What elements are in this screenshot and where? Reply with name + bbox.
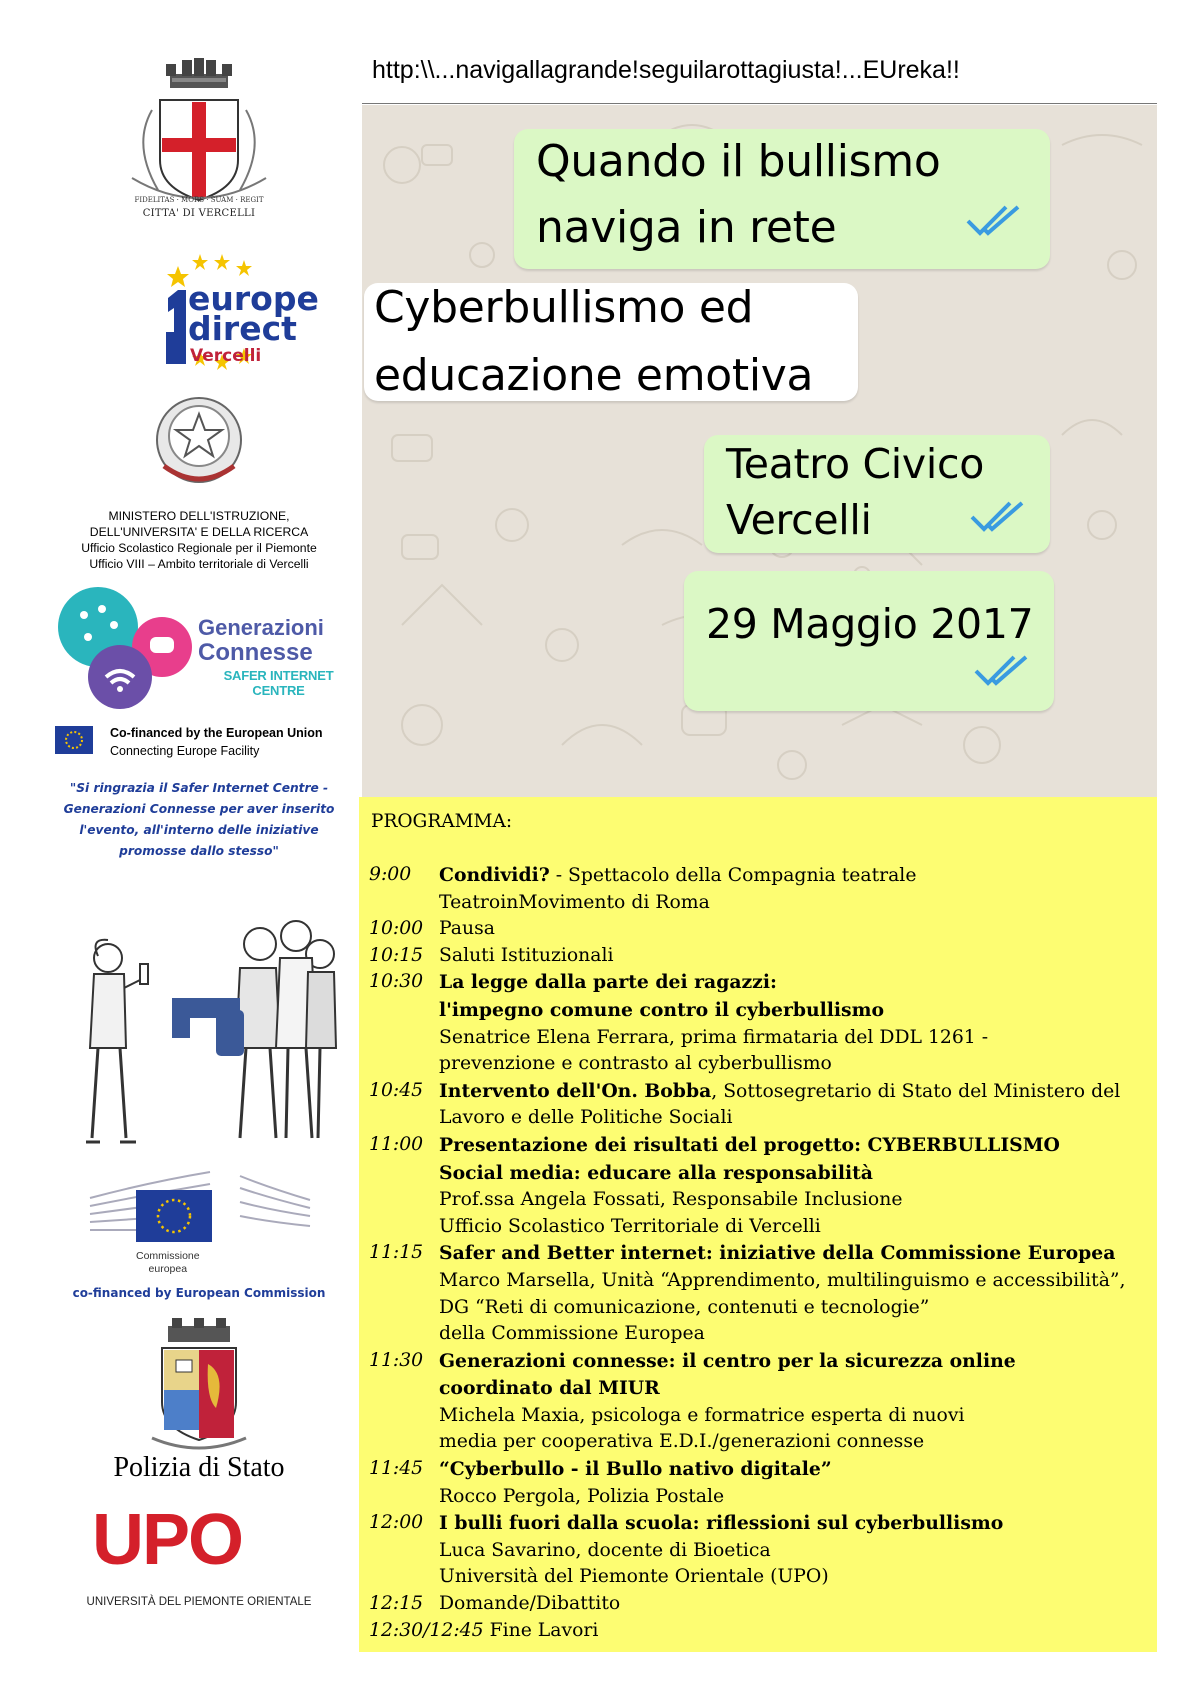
programma-line — [439, 1375, 1149, 1403]
thanks-line: promosse dallo stesso" — [119, 844, 279, 858]
programma-line — [439, 1051, 1149, 1078]
programma-line — [439, 1025, 1149, 1052]
programma-text: della Commissione Europea — [439, 1323, 705, 1345]
eu-flag-icon — [55, 726, 93, 754]
programma-line — [439, 1564, 1149, 1591]
programma-item — [369, 943, 1149, 970]
programma-description — [439, 1510, 1149, 1591]
europe-direct-line2: direct — [188, 309, 297, 348]
upo-logo-text: UPO — [92, 1500, 243, 1580]
commission-cofinanced: co-financed by European Commission — [72, 1286, 326, 1300]
repubblica-emblem-icon — [40, 388, 358, 496]
programma-line — [439, 1214, 1149, 1241]
polizia-coat-of-arms-icon — [40, 1318, 358, 1453]
eu-cofinanced-block — [40, 718, 358, 763]
commissione-line2: europea — [148, 1263, 188, 1275]
programma-text: DG “Reti di comunicazione, contenuti e tecnologie” — [439, 1296, 930, 1318]
chat-bubble-subtitle — [364, 283, 858, 401]
programma-description — [439, 1456, 1149, 1510]
programma-bold-text: La legge dalla parte dei ragazzi: — [439, 971, 777, 994]
generazioni-line1: Generazioni — [198, 615, 324, 640]
generazioni-circles-icon — [54, 585, 204, 710]
programma-line — [439, 1295, 1149, 1322]
programma-line — [439, 890, 1149, 917]
programma-description — [439, 1348, 1149, 1456]
programma-line — [439, 1268, 1149, 1295]
event-date: 29 Maggio 2017 — [706, 600, 1034, 648]
programma-item — [369, 1240, 1149, 1347]
programma-item — [369, 1456, 1149, 1510]
programma-time: 10:30 — [369, 971, 424, 993]
programma-time: 9:00 — [369, 864, 412, 885]
programma-line — [439, 969, 1149, 997]
programma-bold-text: Intervento dell'On. Bobba — [439, 1079, 712, 1102]
programma-text: Ufficio Scolastico Territoriale di Vercelli — [439, 1215, 821, 1237]
programma-bold-text: Social media: educare alla responsabilità — [439, 1161, 873, 1184]
vercelli-motto: FIDELITAS · MORS · SUAM · REGIT — [134, 196, 264, 204]
programma-text: prevenzione e contrasto al cyberbullismo — [439, 1053, 832, 1075]
polizia-text: Polizia di Stato — [113, 1452, 285, 1483]
chat-bubble-date — [684, 571, 1054, 711]
programma-line — [439, 916, 1149, 943]
vercelli-caption: CITTA' DI VERCELLI — [142, 208, 256, 219]
programma-bold-text: Presentazione dei risultati del progetto: CYBERBULLISMO — [439, 1133, 1060, 1156]
programma-line — [439, 1538, 1149, 1565]
programma-time: 12:30/12:45 — [369, 1619, 484, 1641]
eu-cofinanced-text — [110, 724, 323, 760]
eu-cofinanced-line1: Co-financed by the European Union — [110, 726, 323, 740]
programma-panel — [359, 797, 1157, 1652]
programma-text: Prof.ssa Angela Fossati, Responsabile Inclusione — [439, 1189, 903, 1211]
programma-item — [369, 1132, 1149, 1240]
programma-line — [439, 1321, 1149, 1348]
subtitle-line2: educazione emotiva — [374, 350, 814, 401]
programma-text: Saluti Istituzionali — [439, 944, 614, 966]
programma-description — [439, 1591, 1149, 1618]
commissione-line1: Commissione — [136, 1250, 200, 1262]
europe-direct-logo — [40, 236, 358, 376]
programma-time: 10:45 — [369, 1079, 424, 1101]
programma-description — [439, 916, 1149, 943]
ministero-line: DELL'UNIVERSITA' E DELLA RICERCA — [89, 525, 309, 539]
cyberbullying-illustration — [40, 898, 358, 1160]
ministero-line: MINISTERO DELL'ISTRUZIONE, — [108, 509, 290, 523]
programma-text: Università del Piemonte Orientale (UPO) — [439, 1566, 829, 1588]
europe-direct-line1: europe — [188, 279, 319, 318]
event-url: http:\\...navigallagrande!seguilarottagiusta!...EUreka!! — [372, 56, 960, 84]
commissione-caption — [136, 1250, 200, 1276]
europe-direct-city: Vercelli — [190, 346, 262, 366]
upo-caption: UNIVERSITÀ DEL PIEMONTE ORIENTALE — [86, 1596, 312, 1608]
thanks-line: l'evento, all'interno delle iniziative — [79, 823, 319, 837]
programma-bold-text: Condividi? — [439, 864, 550, 886]
programma-text: Michela Maxia, psicologa e formatrice esperta di nuovi — [439, 1404, 965, 1426]
generazioni-line2: Connesse — [198, 639, 313, 666]
ministero-text — [40, 508, 358, 572]
programma-text: Senatrice Elena Ferrara, prima firmataria del DDL 1261 - — [439, 1026, 989, 1048]
programma-text: , Sottosegretario di Stato del Ministero del — [711, 1080, 1121, 1102]
programma-heading: PROGRAMMA: — [371, 811, 513, 832]
programma-time: 10:15 — [369, 944, 424, 966]
programma-line — [439, 1187, 1149, 1214]
programma-list — [369, 862, 1149, 1644]
programma-time: 12:00 — [369, 1512, 424, 1534]
venue-line2: Vercelli — [726, 496, 872, 544]
double-check-icon — [970, 499, 1026, 533]
programma-time: 12:15 — [369, 1593, 424, 1615]
programma-bold-text: Safer and Better internet: iniziative della Commissione Europea — [439, 1242, 1116, 1265]
programma-bold-text: “Cyberbullo - il Bullo nativo digitale” — [439, 1458, 832, 1481]
upo-logo — [40, 1502, 358, 1612]
programma-line — [439, 862, 1149, 890]
programma-item — [369, 1348, 1149, 1456]
programma-description — [439, 969, 1149, 1077]
vercelli-coat-of-arms-icon — [40, 50, 358, 210]
programma-time: 11:30 — [369, 1349, 424, 1371]
programma-line — [439, 1403, 1149, 1430]
url-divider — [362, 103, 1157, 104]
commissione-europea-logo — [40, 1168, 358, 1278]
chat-bubble-venue — [704, 435, 1050, 553]
programma-text: Rocco Pergola, Polizia Postale — [439, 1485, 725, 1507]
generazioni-line3: SAFER INTERNET CENTRE — [223, 668, 334, 698]
programma-text: media per cooperativa E.D.I./generazioni connesse — [439, 1431, 925, 1453]
programma-text: Lavoro e delle Politiche Sociali — [439, 1107, 733, 1129]
commissione-building-icon — [40, 1168, 358, 1252]
chat-background — [362, 105, 1157, 797]
title-line1: Quando il bullismo — [536, 136, 941, 187]
ministero-line: Ufficio VIII – Ambito territoriale di Vercelli — [89, 557, 309, 571]
programma-line — [439, 1078, 1149, 1106]
programma-text: TeatroinMovimento di Roma — [439, 891, 710, 913]
programma-bold-text: I bulli fuori dalla scuola: riflessioni sul cyberbullismo — [439, 1512, 1004, 1535]
programma-line — [439, 1510, 1149, 1538]
programma-text: - Spettacolo della Compagnia teatrale — [549, 865, 917, 886]
programma-description — [490, 1618, 1149, 1645]
programma-text: Domande/Dibattito — [439, 1593, 621, 1615]
programma-item — [369, 969, 1149, 1077]
ministero-block — [40, 388, 358, 578]
thanks-line: Generazioni Connesse per aver inserito — [63, 802, 335, 816]
programma-bold-text: coordinato dal MIUR — [439, 1377, 660, 1400]
programma-text: Fine Lavori — [489, 1619, 599, 1641]
double-check-icon — [966, 203, 1022, 237]
programma-line — [490, 1618, 1149, 1645]
programma-line — [439, 1132, 1149, 1160]
programma-item — [369, 862, 1149, 916]
programma-line — [439, 1160, 1149, 1188]
programma-line — [439, 1484, 1149, 1511]
programma-description — [439, 1078, 1149, 1132]
programma-item — [369, 1078, 1149, 1132]
vercelli-logo — [40, 50, 358, 225]
title-line2: naviga in rete — [536, 202, 837, 253]
programma-line — [439, 1348, 1149, 1376]
programma-description — [439, 943, 1149, 970]
programma-bold-text: Generazioni connesse: il centro per la sicurezza online — [439, 1349, 1016, 1372]
programma-description — [439, 1132, 1149, 1240]
programma-line — [439, 1240, 1149, 1268]
programma-line — [439, 997, 1149, 1025]
programma-item — [369, 1591, 1149, 1618]
teens-thumbs-down-illustration-icon — [40, 898, 358, 1160]
programma-description — [439, 1240, 1149, 1347]
programma-time: 11:45 — [369, 1458, 424, 1480]
subtitle-line1: Cyberbullismo ed — [374, 282, 754, 333]
programma-text: Marco Marsella, Unità “Apprendimento, multilinguismo e accessibilità”, — [439, 1269, 1126, 1291]
programma-line — [439, 1456, 1149, 1484]
generazioni-connesse-logo — [40, 585, 358, 710]
programma-time: 11:15 — [369, 1242, 424, 1264]
programma-text: Luca Savarino, docente di Bioetica — [439, 1539, 771, 1561]
thanks-note — [40, 778, 358, 862]
programma-text: Pausa — [439, 918, 495, 940]
programma-line — [439, 1429, 1149, 1456]
programma-time: 10:00 — [369, 918, 424, 940]
programma-item — [369, 1510, 1149, 1591]
chat-bubble-title — [514, 129, 1050, 269]
sponsor-column — [40, 40, 358, 1660]
ministero-line: Ufficio Scolastico Regionale per il Piemonte — [81, 541, 317, 555]
polizia-logo — [40, 1318, 358, 1488]
eu-cofinanced-line2: Connecting Europe Facility — [110, 744, 260, 758]
venue-line1: Teatro Civico — [726, 440, 984, 488]
programma-item — [369, 1618, 1149, 1645]
programma-description — [439, 862, 1149, 916]
programma-line — [439, 1591, 1149, 1618]
programma-line — [439, 943, 1149, 970]
programma-line — [439, 1105, 1149, 1132]
thanks-line: "Si ringrazia il Safer Internet Centre - — [69, 781, 329, 795]
programma-time: 11:00 — [369, 1133, 424, 1155]
double-check-icon — [974, 653, 1030, 687]
programma-item — [369, 916, 1149, 943]
programma-bold-text: l'impegno comune contro il cyberbullismo — [439, 998, 885, 1021]
